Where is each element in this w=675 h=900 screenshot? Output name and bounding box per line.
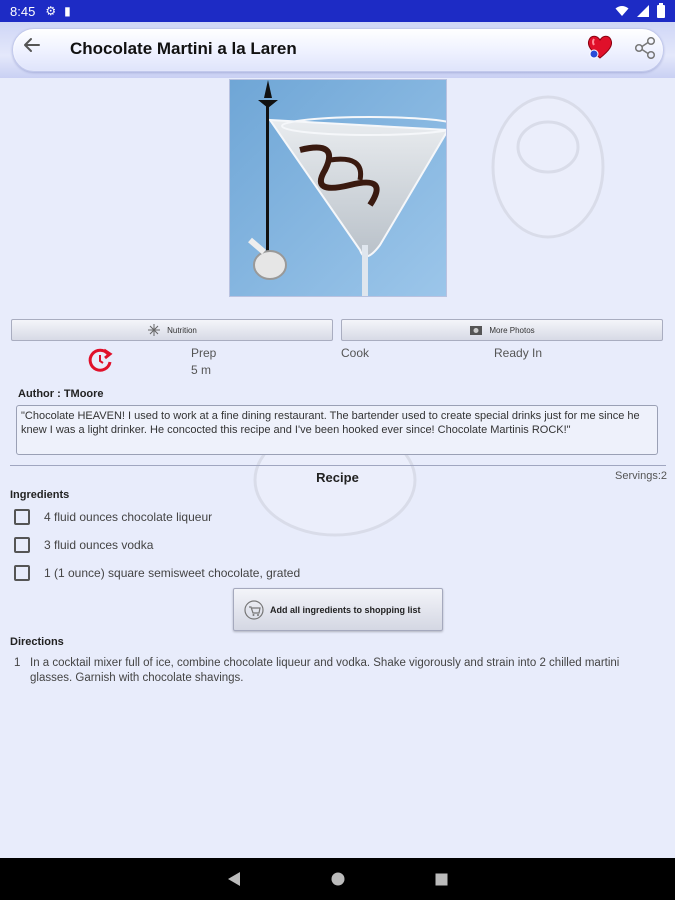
- favorite-heart-icon[interactable]: [586, 34, 614, 60]
- more-photos-button[interactable]: [341, 319, 663, 341]
- servings-label[interactable]: Servings:2: [615, 470, 667, 482]
- ingredient-row[interactable]: [14, 507, 212, 527]
- ingredient-text: 4 fluid ounces chocolate liqueur: [44, 510, 213, 524]
- timer-reset-icon[interactable]: [86, 346, 114, 374]
- recipe-heading: Recipe: [316, 470, 359, 485]
- ingredient-row[interactable]: [14, 535, 153, 555]
- status-bar: [0, 0, 675, 22]
- ingredient-row[interactable]: [14, 563, 300, 583]
- nutrition-icon: [147, 323, 161, 337]
- home-circle-icon[interactable]: [331, 872, 345, 886]
- ingredient-checkbox[interactable]: [14, 565, 30, 581]
- add-to-shopping-list-button[interactable]: [233, 588, 443, 631]
- prep-label: Prep: [191, 346, 217, 360]
- wifi-icon: [615, 5, 629, 17]
- ingredient-checkbox[interactable]: [14, 537, 30, 553]
- martini-photo-image: [230, 80, 447, 297]
- direction-step-text: In a cocktail mixer full of ice, combine chocolate liqueur and vodka. Shake vigorously and strain into 2 chilled martini glasses. Garnish with chocolate shavings.: [30, 657, 620, 684]
- ingredient-text: 3 fluid ounces vodka: [44, 538, 154, 552]
- directions-heading: Directions: [10, 636, 64, 648]
- toolbar: [0, 22, 675, 78]
- nutrition-label: Nutrition: [167, 325, 197, 335]
- ready-in-label: Ready In: [494, 346, 543, 360]
- cook-label: Cook: [341, 346, 370, 360]
- back-arrow-icon[interactable]: [22, 35, 42, 55]
- add-to-shopping-list-label: Add all ingredients to shopping list: [270, 604, 421, 615]
- ingredient-checkbox[interactable]: [14, 509, 30, 525]
- sd-card-icon: ▮: [64, 4, 71, 18]
- recents-square-icon[interactable]: [435, 873, 448, 886]
- back-triangle-icon[interactable]: [227, 871, 241, 887]
- camera-icon: [469, 323, 483, 337]
- signal-icon: [637, 5, 649, 17]
- prep-value: 5 m: [191, 363, 212, 377]
- cocktail-watermark-icon: [488, 92, 608, 242]
- nutrition-button[interactable]: [11, 319, 333, 341]
- more-photos-label: More Photos: [489, 325, 535, 335]
- direction-step-number: 1: [14, 657, 21, 669]
- ingredients-heading: Ingredients: [10, 489, 70, 501]
- system-nav-bar: [0, 858, 675, 900]
- recipe-photo[interactable]: [229, 79, 447, 297]
- recipe-description: "Chocolate HEAVEN! I used to work at a fine dining restaurant. The bartender used to create special drinks just for me since he knew I was a light drinker. He concocted this recipe and I've been hooked ever since! Chocolate Martinis ROCK!": [16, 405, 658, 455]
- divider: [10, 465, 666, 466]
- author-label: Author : TMoore: [18, 388, 104, 400]
- gear-icon: ⚙: [45, 4, 57, 18]
- shopping-cart-icon: [244, 600, 264, 620]
- share-icon[interactable]: [634, 37, 656, 59]
- page-title: Chocolate Martini a la Laren: [70, 39, 297, 58]
- ingredient-text: 1 (1 ounce) square semisweet chocolate, grated: [44, 566, 301, 580]
- direction-step: [14, 656, 654, 686]
- status-time: 8:45: [10, 3, 36, 19]
- battery-icon: [657, 5, 665, 18]
